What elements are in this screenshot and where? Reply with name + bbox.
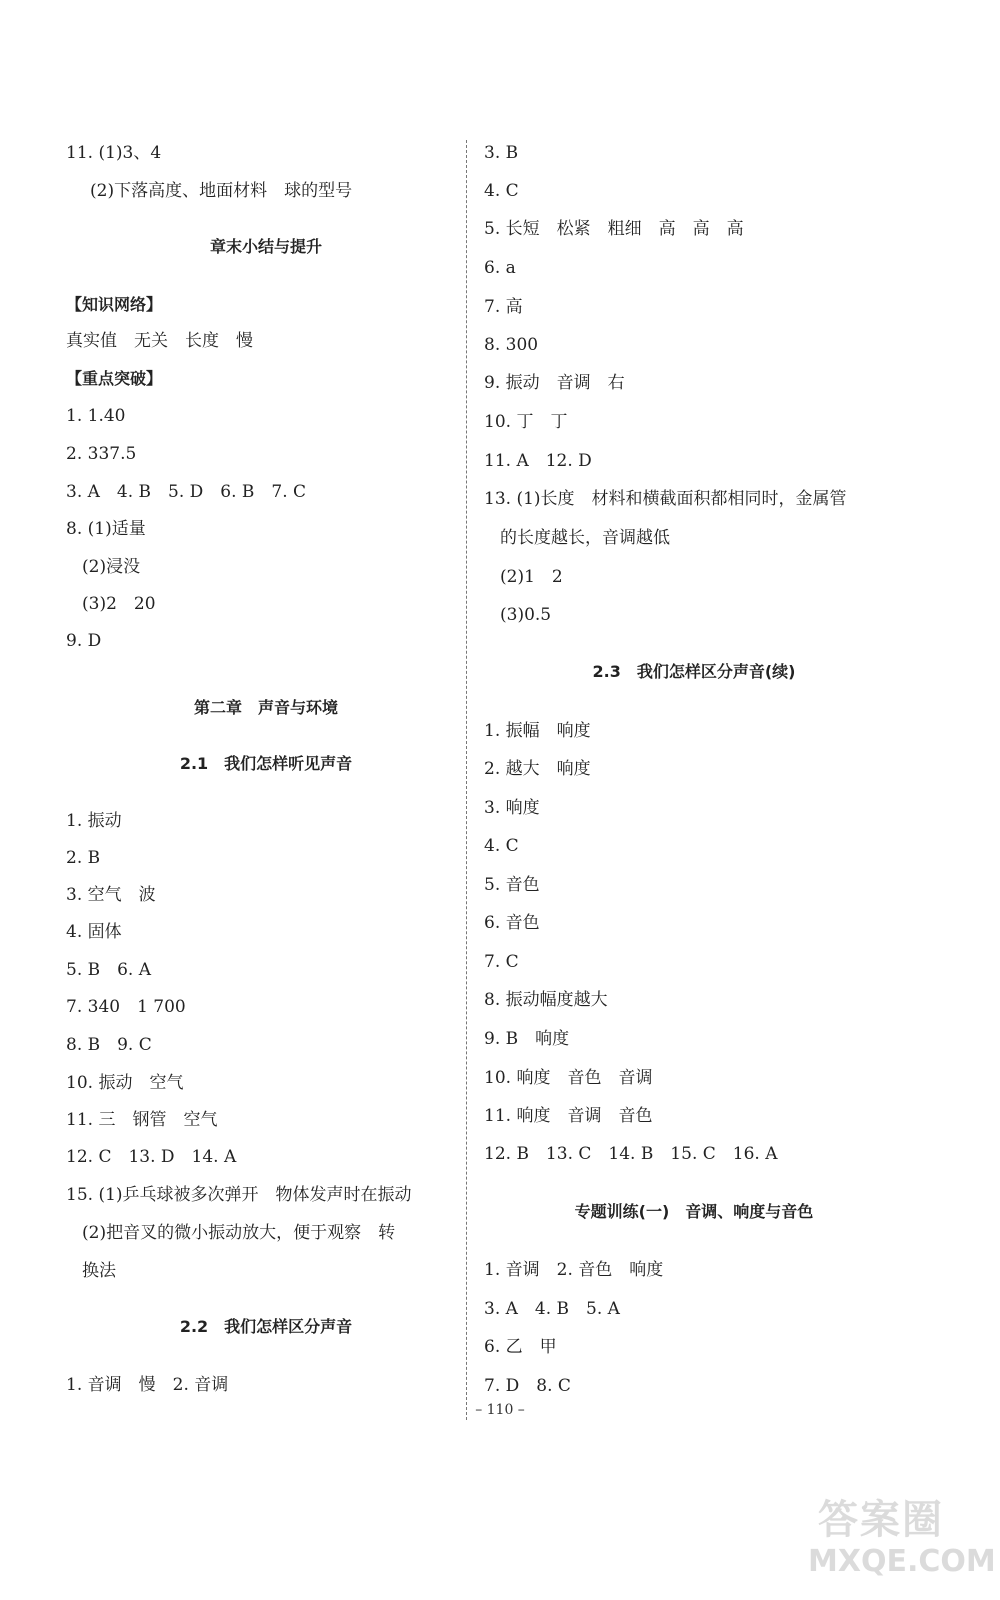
answer-line: 7. 高 [484, 297, 523, 317]
answer-line: 9. B 响度 [484, 1029, 570, 1049]
answer-line: 真实值 无关 长度 慢 [66, 331, 253, 351]
section-heading: 2.3 我们怎样区分声音(续) [592, 662, 796, 681]
section-heading: 2.2 我们怎样区分声音 [179, 1317, 353, 1336]
answer-line: 1. 1.40 [66, 406, 126, 426]
answer-line: (2)浸没 [82, 557, 141, 577]
answer-line: 12. C 13. D 14. A [66, 1147, 237, 1167]
answer-line: 7. 340 1 700 [66, 997, 186, 1017]
answer-line: 5. 音色 [484, 875, 540, 895]
answer-line: 6. 音色 [484, 913, 540, 933]
column-divider [466, 140, 467, 1420]
answer-line: 5. B 6. A [66, 960, 152, 980]
answer-line: 5. 长短 松紧 粗细 高 高 高 [484, 219, 744, 239]
answer-line: 1. 振动 [66, 811, 122, 831]
watermark-bottom-text: MXQE.COM [808, 1544, 996, 1579]
section-heading: 2.1 我们怎样听见声音 [179, 754, 353, 773]
answer-line: 11. A 12. D [484, 451, 592, 471]
answer-line: 3. A 4. B 5. A [484, 1299, 620, 1319]
answer-line: 10. 响度 音色 音调 [484, 1068, 653, 1088]
answer-line: 1. 音调 2. 音色 响度 [484, 1260, 664, 1280]
answer-line: 2. 越大 响度 [484, 759, 591, 779]
subsection-label: 【重点突破】 [66, 369, 163, 388]
answer-line: 6. 乙 甲 [484, 1337, 557, 1357]
answer-line: 10. 丁 丁 [484, 412, 568, 432]
answer-line: 2. 337.5 [66, 444, 137, 464]
right-column [484, 0, 904, 1600]
answer-line: 3. A 4. B 5. D 6. B 7. C [66, 482, 307, 502]
answer-line: 8. B 9. C [66, 1035, 152, 1055]
answer-line: 11. 响度 音调 音色 [484, 1106, 653, 1126]
answer-line: (3)0.5 [500, 605, 552, 625]
answer-line: 7. C [484, 952, 519, 972]
answer-line: 9. 振动 音调 右 [484, 373, 625, 393]
section-heading: 章末小结与提升 [209, 237, 322, 256]
answer-line: 4. C [484, 836, 519, 856]
answer-line: 1. 振幅 响度 [484, 721, 591, 741]
answer-line: 4. 固体 [66, 922, 122, 942]
answer-line: 11. 三 钢管 空气 [66, 1110, 218, 1130]
answer-line: 6. a [484, 258, 516, 278]
answer-line: 12. B 13. C 14. B 15. C 16. A [484, 1144, 778, 1164]
chapter-heading: 第二章 声音与环境 [193, 698, 338, 717]
answer-line: 8. 振动幅度越大 [484, 990, 608, 1010]
section-heading: 专题训练(一) 音调、响度与音色 [574, 1202, 814, 1221]
answer-line: (2)把音叉的微小振动放大，便于观察 转 [82, 1223, 396, 1243]
answer-line: 1. 音调 慢 2. 音调 [66, 1375, 229, 1395]
watermark-top-text: 答案圈 [818, 1497, 944, 1543]
answer-line: 13. (1)长度 材料和横截面积都相同时，金属管 [484, 489, 847, 509]
answer-line: 8. 300 [484, 335, 539, 355]
left-column [66, 0, 466, 1600]
subsection-label: 【知识网络】 [66, 295, 163, 314]
answer-line: 9. D [66, 631, 102, 651]
answer-line: 11. (1)3、4 [66, 143, 162, 163]
answer-line: 3. 空气 波 [66, 885, 156, 905]
watermark-logo [808, 1488, 996, 1588]
answer-line: 4. C [484, 181, 519, 201]
answer-line: 3. 响度 [484, 798, 540, 818]
answer-line: (2)下落高度、地面材料 球的型号 [90, 181, 353, 201]
answer-line: 10. 振动 空气 [66, 1073, 184, 1093]
answer-line: 15. (1)乒乓球被多次弹开 物体发声时在振动 [66, 1185, 412, 1205]
answer-line: (2)1 2 [500, 567, 563, 587]
answer-line: 的长度越长，音调越低 [500, 528, 670, 548]
answer-line: 8. (1)适量 [66, 519, 146, 539]
answer-line: 3. B [484, 143, 519, 163]
answer-line: 换法 [82, 1261, 116, 1281]
answer-line: 7. D 8. C [484, 1376, 571, 1396]
answer-line: (3)2 20 [82, 594, 156, 614]
answer-line: 2. B [66, 848, 101, 868]
page-number: – 110 – [475, 1402, 525, 1418]
